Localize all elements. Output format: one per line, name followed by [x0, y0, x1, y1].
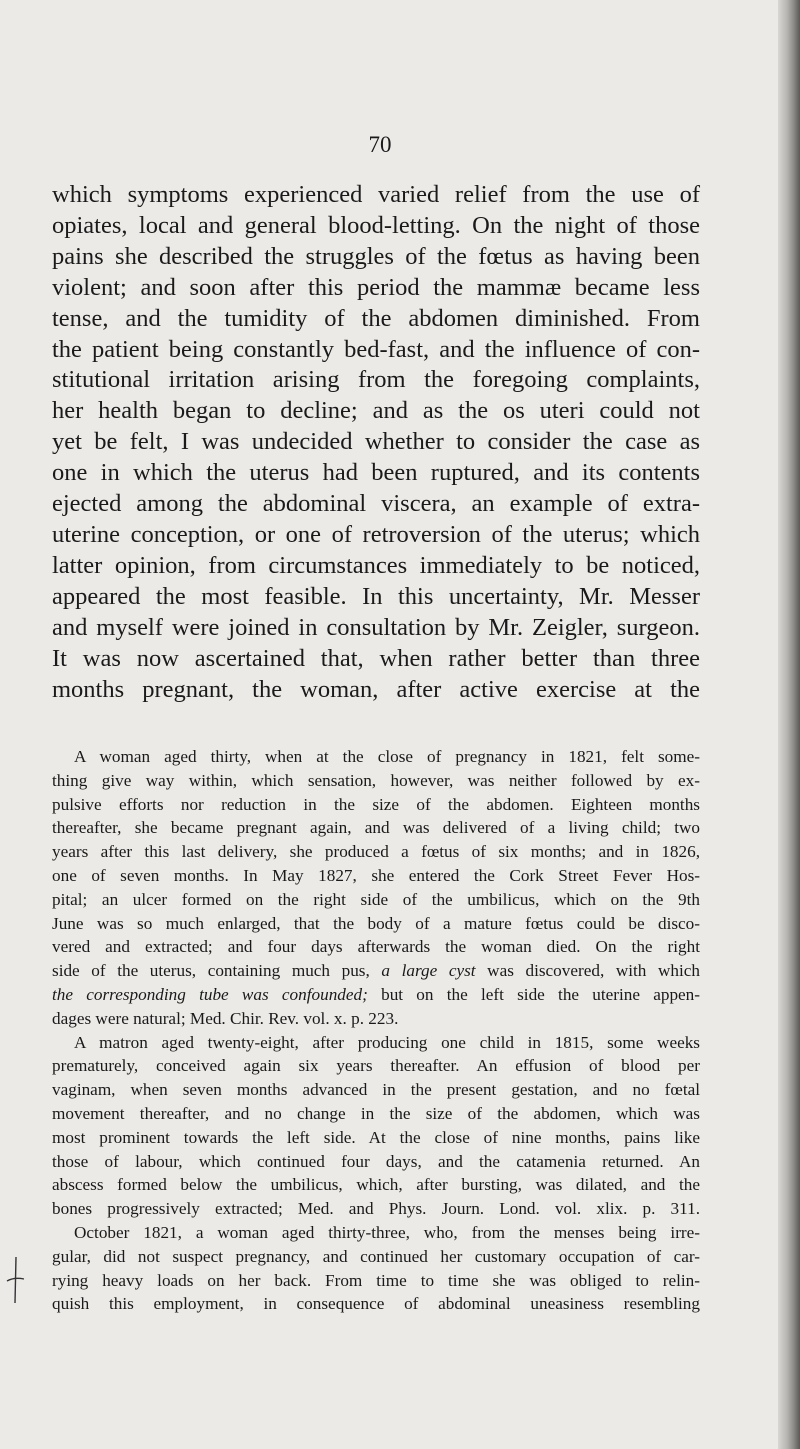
footnote-text: was discovered, with which: [487, 961, 700, 981]
footnote-line: pulsive efforts nor reduction in the size of the abdomen. Eighteen months: [52, 794, 700, 814]
body-line: one in which the uterus had been ruptured, and its contents: [52, 459, 700, 487]
body-line: It was now ascertained that, when rather better than three: [52, 644, 700, 672]
body-line: uterine conception, or one of retroversion of the uterus; which: [52, 520, 700, 548]
footnote-line: gular, did not suspect pregnancy, and continued her customary occupation of car-: [52, 1246, 700, 1266]
footnote-line: bones progressively extracted; Med. and Phys. Journ. Lond. vol. xlix. p. 311.: [52, 1199, 700, 1219]
body-line: opiates, local and general blood-letting. On the night of those: [52, 211, 700, 239]
body-line: appeared the most feasible. In this uncertainty, Mr. Messer: [52, 582, 700, 610]
body-line: violent; and soon after this period the mammæ became less: [52, 273, 700, 301]
body-line: stitutional irritation arising from the foregoing complaints,: [52, 366, 700, 394]
footnote-italic-text: the corresponding tube was confounded;: [52, 984, 368, 1004]
footnote-line: pital; an ulcer formed on the right side of the umbilicus, which on the 9th: [52, 889, 700, 909]
footnote-line: those of labour, which continued four days, and the catamenia returned. An: [52, 1151, 700, 1171]
body-line: which symptoms experienced varied relief from the use of: [52, 181, 700, 208]
body-line: latter opinion, from circumstances immediately to be noticed,: [52, 551, 700, 579]
footnote-line: vered and extracted; and four days afterwards the woman died. On the right: [52, 937, 700, 957]
footnote-line: one of seven months. In May 1827, she entered the Cork Street Fever Hos-: [52, 865, 700, 885]
body-line: tense, and the tumidity of the abdomen diminished. From: [52, 304, 700, 332]
footnote-text: but on the left side the uterine appen-: [381, 984, 701, 1004]
footnote-text: side of the uterus, containing much pus,: [52, 961, 370, 981]
footnote-line: vaginam, when seven months advanced in the present gestation, and no fœtal: [52, 1080, 700, 1100]
footnote-italic-text: a large cyst: [381, 961, 476, 981]
page-binding-edge: [778, 0, 800, 1449]
footnote-line: June was so much enlarged, that the body of a mature fœtus could be disco-: [52, 913, 700, 933]
body-line: the patient being constantly bed-fast, and the influence of con-: [52, 335, 700, 363]
footnote-line: October 1821, a woman aged thirty-three, who, from the menses being irre-: [74, 1222, 700, 1242]
body-line: ejected among the abdominal viscera, an example of extra-: [52, 490, 700, 518]
footnote-line: rying heavy loads on her back. From time to time she was obliged to relin-: [52, 1270, 700, 1290]
footnote-line-mixed: [52, 959, 700, 983]
main-body-text: [52, 180, 700, 705]
page-number: 70: [368, 132, 392, 157]
footnote-line-mixed: [52, 983, 700, 1007]
footnote-line: most prominent towards the left side. At the close of nine months, pains like: [52, 1127, 700, 1147]
body-line: her health began to decline; and as the os uteri could not: [52, 397, 700, 425]
footnote-line: quish this employment, in consequence of abdominal uneasiness resembling: [52, 1294, 700, 1314]
body-line: yet be felt, I was undecided whether to consider the case as: [52, 428, 700, 456]
body-line: pains she described the struggles of the fœtus as having been: [52, 242, 700, 270]
body-line: months pregnant, the woman, after active exercise at the: [52, 675, 700, 703]
footnotes-block: [52, 745, 700, 1316]
footnote-line: abscess formed below the umbilicus, which, after bursting, was dilated, and the: [52, 1175, 700, 1195]
body-line: and myself were joined in consultation by Mr. Zeigler, surgeon.: [52, 613, 700, 641]
footnote-line: years after this last delivery, she produced a fœtus of six months; and in 1826,: [52, 842, 700, 862]
footnote-line: dages were natural; Med. Chir. Rev. vol. x. p. 223.: [52, 1008, 399, 1028]
footnote-line: thereafter, she became pregnant again, and was delivered of a living child; two: [52, 818, 700, 838]
footnote-line: prematurely, conceived again six years thereafter. An effusion of blood per: [52, 1056, 700, 1076]
footnote-line: A matron aged twenty-eight, after producing one child in 1815, some weeks: [74, 1032, 700, 1052]
footnote-line: thing give way within, which sensation, however, was neither followed by ex-: [52, 770, 700, 790]
footnote-line: movement thereafter, and no change in the size of the abdomen, which was: [52, 1103, 700, 1123]
margin-pencil-mark-icon: [4, 1255, 26, 1305]
footnote-line: A woman aged thirty, when at the close of pregnancy in 1821, felt some-: [74, 747, 700, 766]
